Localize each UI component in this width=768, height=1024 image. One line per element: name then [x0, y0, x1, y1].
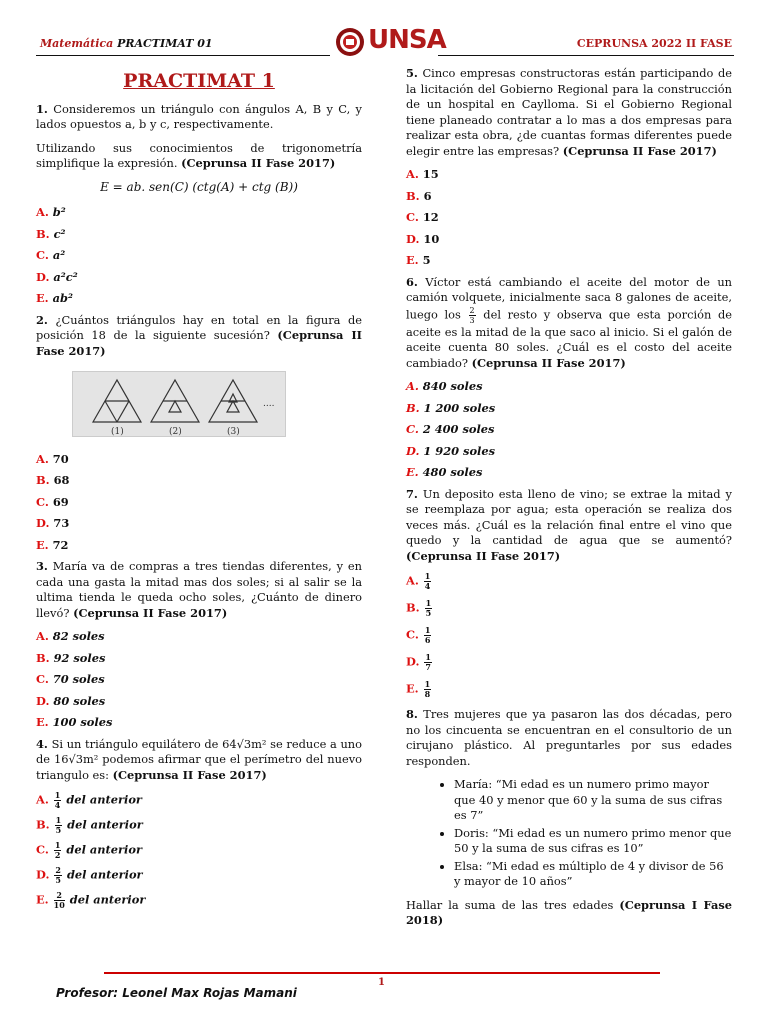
numerator: 2 — [469, 305, 475, 315]
question-2 — [36, 313, 362, 360]
option-suffix: del anterior — [66, 792, 142, 807]
numerator: 1 — [424, 625, 431, 635]
option-value: 2 400 soles — [422, 422, 495, 436]
option-e[interactable] — [36, 891, 362, 910]
question-8-ask — [406, 898, 732, 929]
option-a[interactable] — [36, 791, 362, 810]
denominator: 5 — [425, 608, 432, 618]
question-text: Un deposito esta lleno de vino; se extrae la mitad y se reemplaza por agua; esta operación se realiza dos veces más. ¿Cuál es la relación final entre el vino que quedo y la cantidad de agua que se aumentó? — [406, 486, 732, 547]
option-letter: A. — [406, 167, 419, 181]
option-letter: B. — [36, 817, 50, 832]
question-number: 6. — [406, 274, 418, 289]
fraction — [54, 891, 65, 910]
question-number: 3. — [36, 559, 48, 573]
option-d[interactable] — [36, 270, 362, 286]
option-value: 92 soles — [53, 650, 106, 665]
option-letter: B. — [406, 600, 420, 615]
option-value: 68 — [53, 473, 70, 487]
question-4 — [36, 737, 362, 784]
right-column — [406, 66, 732, 937]
option-letter: E. — [406, 465, 419, 479]
option-suffix: del anterior — [69, 892, 146, 907]
option-letter: D. — [406, 443, 420, 458]
option-d[interactable] — [406, 444, 732, 460]
option-letter: E. — [36, 892, 49, 907]
option-b[interactable] — [406, 401, 732, 417]
numerator: 1 — [424, 679, 431, 689]
option-a[interactable] — [406, 379, 732, 395]
option-letter: E. — [36, 291, 49, 305]
option-value: 73 — [53, 516, 70, 530]
option-value: 69 — [52, 494, 69, 509]
option-c[interactable] — [406, 422, 732, 438]
option-letter: B. — [36, 226, 50, 241]
option-letter: B. — [406, 188, 420, 203]
option-value: 100 soles — [52, 715, 113, 729]
option-suffix: del anterior — [67, 817, 143, 832]
numerator: 2 — [55, 865, 61, 875]
option-letter: C. — [406, 210, 419, 224]
numerator: 1 — [424, 571, 431, 581]
question-5 — [406, 66, 732, 159]
question-source: (Ceprunsa II Fase 2017) — [181, 156, 336, 170]
option-c[interactable] — [36, 495, 362, 511]
fraction — [55, 816, 63, 835]
question-source: (Ceprunsa II Fase 2017) — [471, 355, 626, 370]
option-value: 72 — [52, 537, 69, 552]
option-letter: D. — [36, 867, 50, 882]
header-subject-prefix: Matemática — [40, 37, 118, 50]
clue-elsa: • Elsa: “Mi edad es múltiplo de 4 y divisor de 56 y mayor de 10 años” — [454, 859, 732, 890]
question-number: 1. — [36, 101, 48, 116]
option-b[interactable] — [36, 473, 362, 489]
option-c[interactable] — [36, 672, 362, 688]
option-e[interactable] — [36, 291, 362, 307]
header-subject — [40, 37, 213, 50]
clue-list — [406, 777, 732, 890]
footer-rule — [104, 972, 660, 974]
option-c[interactable] — [406, 626, 732, 645]
question-text: Utilizando sus conocimientos de trigonometría simplifique la expresión. — [36, 140, 362, 170]
question-text: Consideremos un triángulo con ángulos A, B y C, y lados opuestos a, b y c, respectivamente. — [36, 101, 362, 131]
fraction — [424, 653, 432, 672]
fraction — [425, 599, 433, 618]
fraction — [54, 791, 62, 810]
header-cycle: CEPRUNSA 2022 II FASE — [576, 37, 732, 50]
question-1-instruction — [36, 141, 362, 172]
question-source: (Ceprunsa II Fase 2017) — [562, 143, 717, 158]
option-value: 480 soles — [422, 465, 483, 479]
option-letter: E. — [406, 253, 419, 267]
question-text: Hallar la suma de las tres edades — [406, 897, 614, 912]
numerator: 1 — [55, 815, 62, 825]
option-letter: A. — [36, 629, 49, 643]
figure-ellipsis: .... — [263, 399, 275, 409]
option-value: 6 — [423, 188, 432, 203]
question-source: (Ceprunsa I Fase 2018) — [406, 897, 732, 927]
option-letter: C. — [406, 627, 419, 642]
question-text: ¿Cuántos triángulos hay en total en la figura de posición 18 de la siguiente sucesión? — [36, 312, 363, 342]
numerator: 1 — [54, 840, 61, 850]
option-b[interactable] — [36, 816, 362, 835]
option-value: a²c² — [53, 269, 78, 284]
option-b[interactable] — [36, 227, 362, 243]
numerator: 1 — [425, 598, 432, 608]
question-source: (Ceprunsa II Fase 2017) — [406, 548, 561, 563]
option-value: 15 — [422, 167, 439, 181]
figure-label-2: (2) — [169, 427, 182, 437]
option-value: 1 200 soles — [423, 400, 496, 415]
professor-name: Profesor: Leonel Max Rojas Mamani — [56, 986, 297, 1000]
denominator: 6 — [424, 635, 431, 645]
option-a[interactable] — [406, 167, 732, 183]
option-d[interactable] — [36, 694, 362, 710]
option-value: a² — [52, 248, 66, 262]
option-value: b² — [52, 205, 66, 219]
question-source: (Ceprunsa II Fase 2017) — [73, 605, 228, 620]
option-c[interactable] — [36, 248, 362, 264]
figure-label-1: (1) — [111, 427, 124, 437]
question-1 — [36, 102, 362, 133]
option-letter: E. — [406, 681, 419, 696]
option-letter: C. — [406, 422, 419, 436]
option-letter: D. — [36, 516, 50, 530]
denominator: 3 — [469, 315, 475, 325]
question-7 — [406, 487, 732, 565]
option-suffix: del anterior — [66, 842, 142, 857]
option-letter: D. — [36, 693, 50, 708]
fraction — [424, 680, 432, 699]
option-letter: A. — [406, 573, 419, 588]
option-value: 10 — [423, 231, 440, 246]
option-d[interactable] — [406, 232, 732, 248]
option-b[interactable] — [406, 189, 732, 205]
question-text-cont: del resto y observa que esta porción de aceite es la mitad de la que saco al inicio. Si el galón de aceite cuenta 80 soles. ¿Cuál es el costo del aceite cambiado? — [406, 307, 732, 370]
option-e[interactable] — [406, 680, 732, 699]
option-letter: E. — [36, 537, 49, 552]
question-text: Cinco empresas constructoras están participando de la licitación del Gobierno Regional para la construcción de un hospital en Caylloma. Si el Gobierno Regional tiene planeado contratar a lo mas a dos empresas para realizar esta obra, ¿de cuantas formas diferentes puede elegir entre las empresas? — [406, 66, 733, 158]
option-b[interactable] — [406, 599, 732, 618]
question-source: (Ceprunsa II Fase 2017) — [112, 767, 267, 782]
question-number: 8. — [406, 707, 418, 721]
equation: E = ab. sen(C) (ctg(A) + ctg (B)) — [100, 179, 298, 194]
option-d[interactable] — [36, 866, 362, 885]
fraction — [54, 841, 62, 860]
denominator: 2 — [54, 850, 61, 860]
option-d[interactable] — [406, 653, 732, 672]
option-d[interactable] — [36, 516, 362, 532]
option-letter: A. — [36, 205, 49, 219]
denominator: 5 — [55, 875, 61, 885]
page-number: 1 — [378, 977, 385, 988]
option-c[interactable] — [36, 841, 362, 860]
option-c[interactable] — [406, 210, 732, 226]
header-rule-right — [438, 55, 734, 56]
fraction — [424, 626, 432, 645]
figure-label-3: (3) — [227, 427, 240, 437]
option-letter: B. — [36, 473, 50, 487]
fraction — [54, 866, 62, 885]
denominator: 4 — [424, 581, 431, 591]
option-value: 80 soles — [53, 693, 106, 708]
fraction — [424, 572, 432, 591]
option-e[interactable] — [36, 538, 362, 554]
denominator: 4 — [54, 800, 61, 810]
option-letter: D. — [36, 269, 50, 284]
question-source: (Ceprunsa II Fase 2017) — [36, 328, 362, 358]
header-rule-left — [36, 55, 330, 56]
header-subject-title: PRACTIMAT 01 — [117, 37, 213, 50]
question-number: 4. — [36, 736, 48, 751]
page-title: PRACTIMAT 1 — [123, 70, 275, 92]
question-text: Si un triángulo equilátero de 64√3m² se reduce a uno de 16√3m² podemos afirmar que el perímetro del nuevo triangulo es: — [36, 736, 363, 782]
option-letter: B. — [406, 400, 420, 415]
option-letter: A. — [36, 451, 49, 466]
clue-maria: • María: “Mi edad es un numero primo mayor que 40 y menor que 60 y la suma de sus cifras es 7” — [454, 777, 732, 824]
clue-doris: • Doris: “Mi edad es un numero primo menor que 50 y la suma de sus cifras es 10” — [454, 826, 732, 857]
option-a[interactable] — [406, 572, 732, 591]
option-a[interactable] — [36, 629, 362, 645]
option-value: 12 — [422, 210, 439, 224]
denominator: 10 — [53, 900, 65, 910]
option-letter: C. — [36, 494, 49, 509]
option-letter: C. — [36, 248, 49, 262]
option-e[interactable] — [406, 253, 732, 269]
option-value: 70 — [52, 451, 69, 466]
option-letter: C. — [36, 842, 49, 857]
denominator: 8 — [424, 689, 431, 699]
option-a[interactable] — [36, 452, 362, 468]
denominator: 7 — [425, 662, 431, 672]
option-letter: E. — [36, 715, 49, 729]
option-value: c² — [53, 226, 66, 241]
option-a[interactable] — [36, 205, 362, 221]
question-6 — [406, 275, 732, 372]
unsa-logo-text: UNSA — [368, 25, 446, 55]
option-value: 5 — [422, 253, 431, 267]
triangle-sequence-figure — [72, 371, 286, 437]
question-text: Tres mujeres que ya pasaron las dos décadas, pero no los cincuenta se encuentran en el consultorio de un cirujano plástico. Al preguntarles por sus edades responden. — [406, 707, 732, 768]
option-letter: D. — [406, 231, 420, 246]
option-b[interactable] — [36, 651, 362, 667]
question-3 — [36, 559, 362, 621]
option-letter: B. — [36, 650, 50, 665]
option-value: ab² — [52, 291, 73, 305]
option-letter: A. — [406, 379, 419, 393]
numerator: 1 — [54, 790, 61, 800]
left-column — [36, 66, 362, 916]
option-letter: A. — [36, 792, 49, 807]
numerator: 1 — [425, 652, 431, 662]
question-number: 2. — [36, 312, 48, 327]
numerator: 2 — [54, 891, 65, 901]
option-value: 840 soles — [422, 379, 483, 393]
option-e[interactable] — [36, 715, 362, 731]
denominator: 5 — [55, 825, 62, 835]
option-letter: C. — [36, 672, 49, 686]
fraction — [469, 306, 476, 325]
question-number: 7. — [406, 486, 418, 501]
question-text: Víctor está cambiando el aceite del motor de un camión volquete, inicialmente saca 8 galones de aceite, luego los — [406, 274, 732, 321]
option-e[interactable] — [406, 465, 732, 481]
option-value: 70 soles — [52, 672, 105, 686]
question-8 — [406, 707, 732, 769]
option-suffix: del anterior — [66, 867, 143, 882]
option-value: 1 920 soles — [423, 443, 496, 458]
question-text: María va de compras a tres tiendas diferentes, y en cada una gasta la mitad mas dos soles; si al salir se la ultima tienda le queda ocho soles, ¿Cuánto de dinero llevó? — [36, 559, 362, 620]
question-number: 5. — [406, 66, 418, 80]
option-value: 82 soles — [52, 629, 105, 643]
option-letter: D. — [406, 654, 420, 669]
